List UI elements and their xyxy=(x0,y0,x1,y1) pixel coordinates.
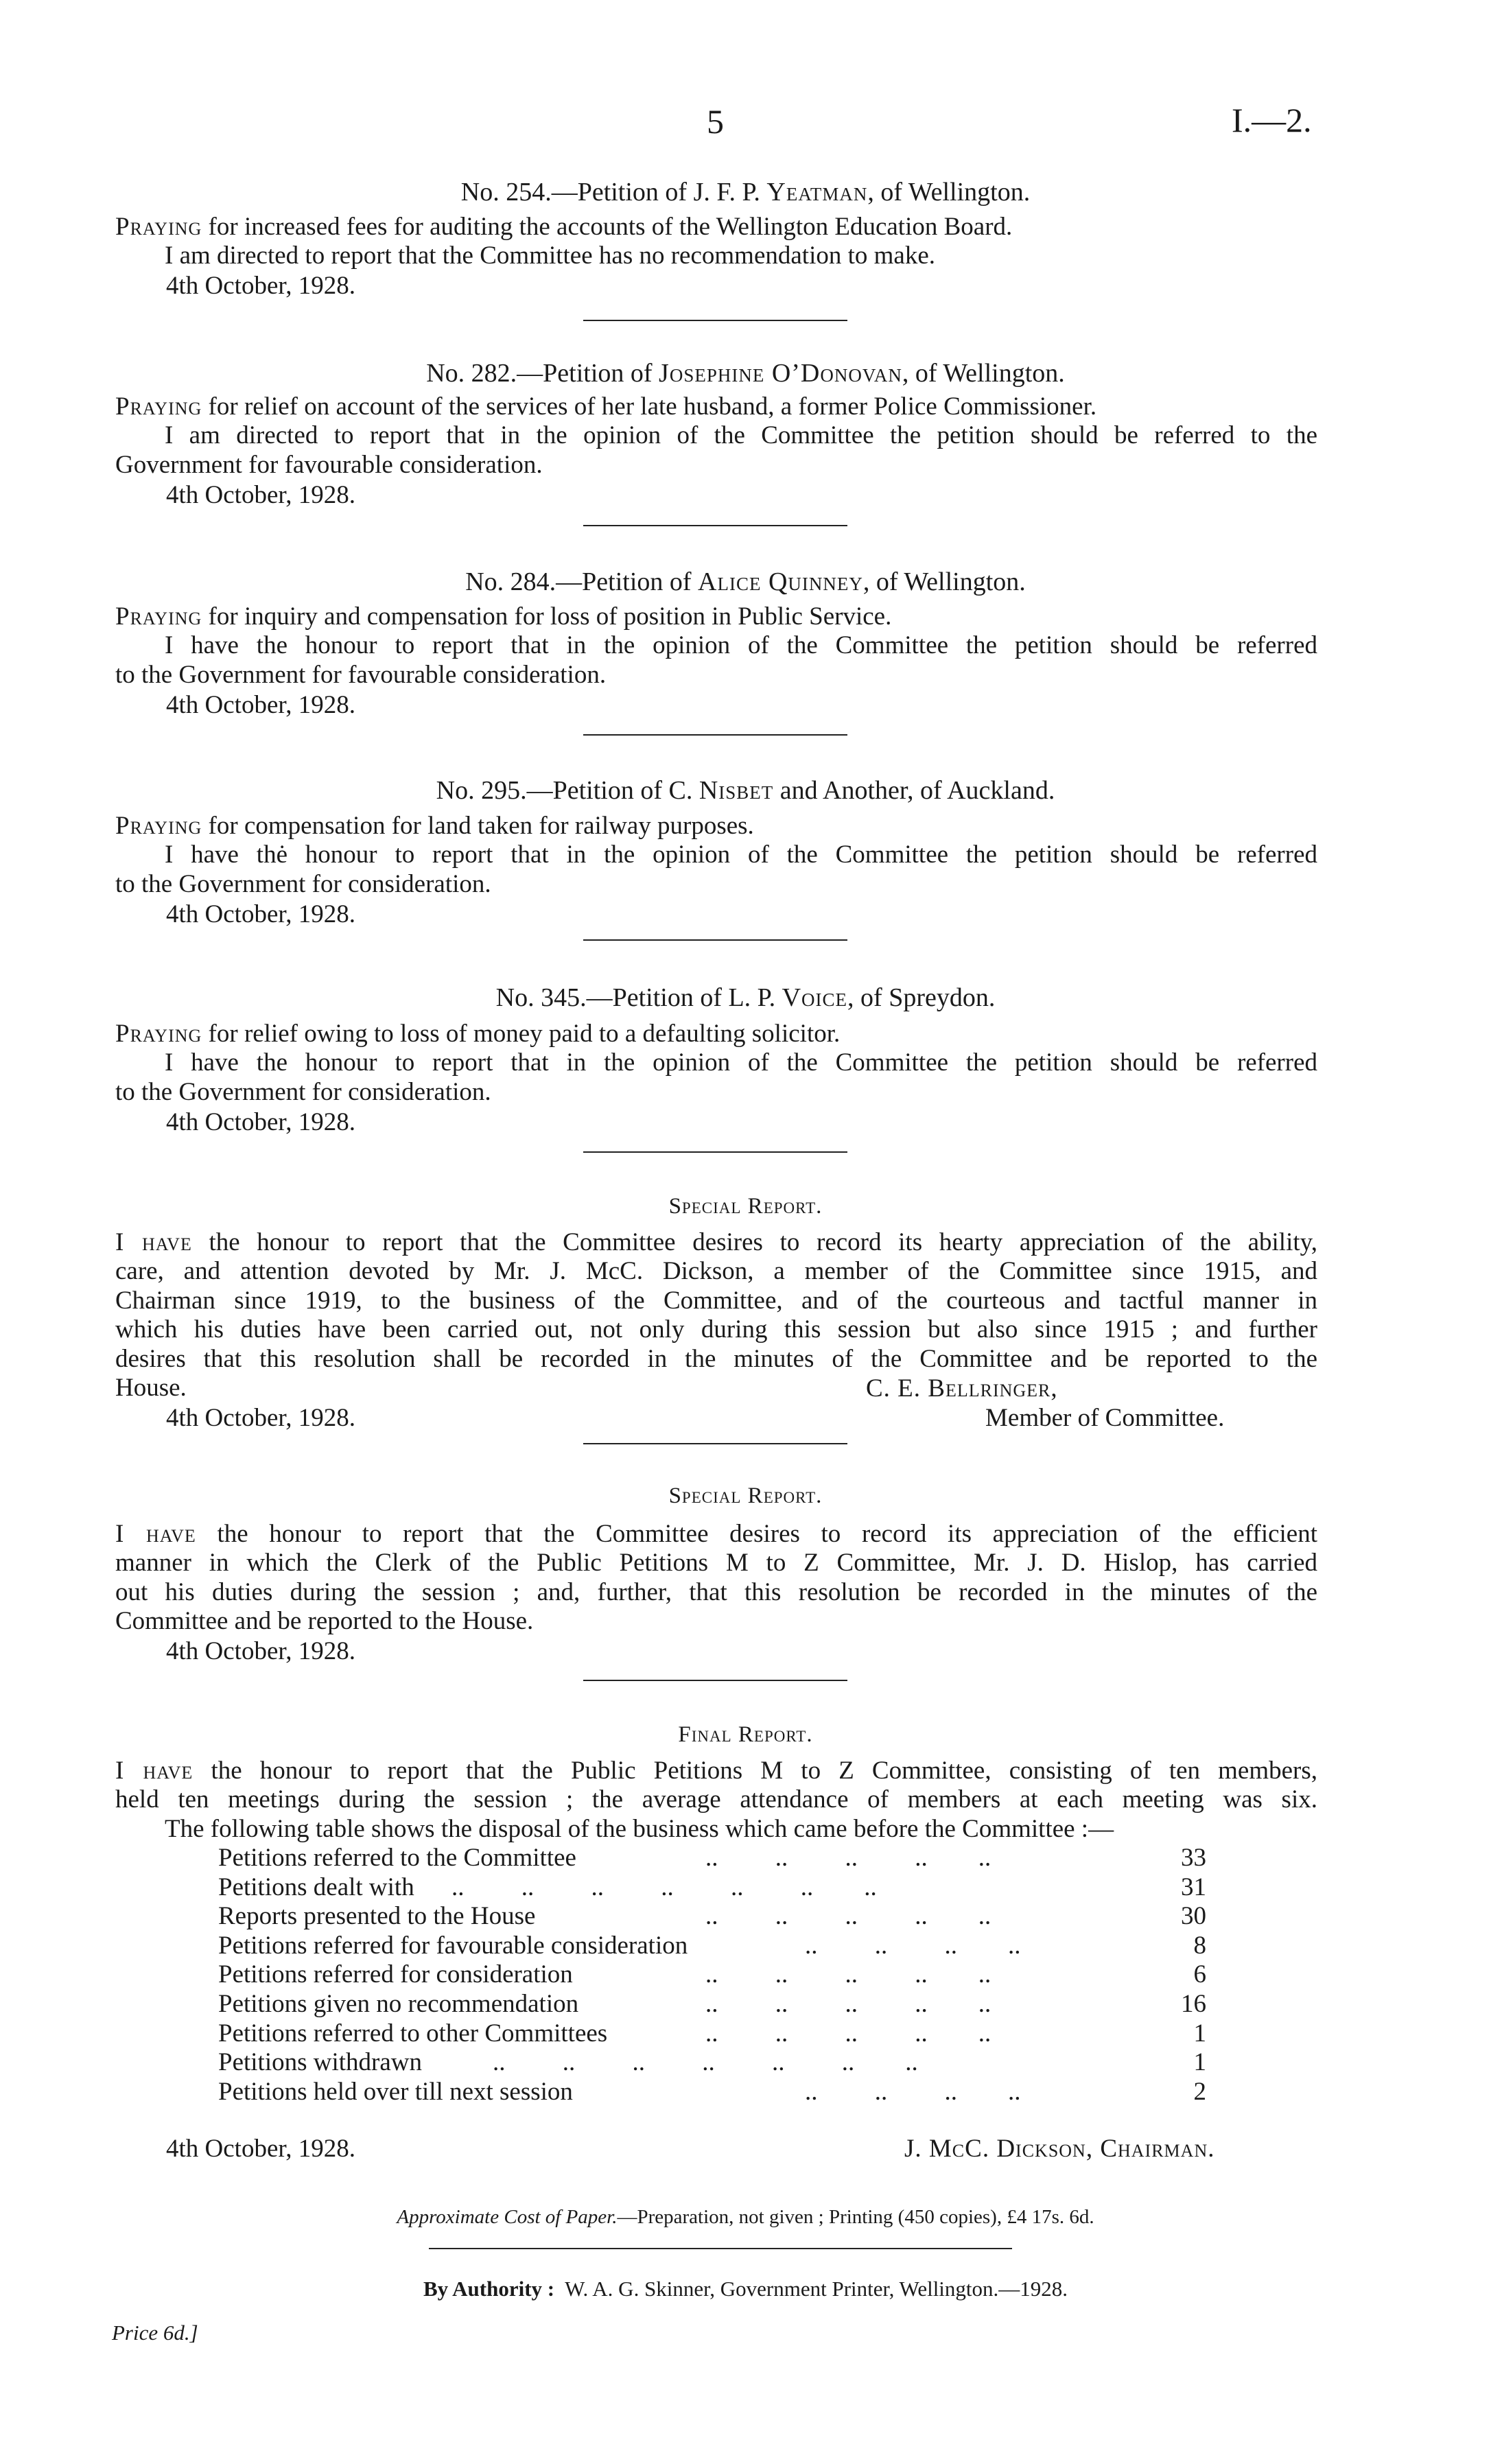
petition-heading: No. 254.—Petition of J. F. P. Yeatman, of Wellington. xyxy=(460,178,1031,207)
section-divider xyxy=(583,939,847,941)
section-divider xyxy=(583,734,847,736)
table-row: Petitions referred to the Committee .. .. .. .. .. 33 xyxy=(218,1844,1206,1872)
footer-divider xyxy=(429,2248,1012,2249)
report-body: I have the honour to report that the Public Petitions M to Z Committee, consisting of ten members, held ten meetings during the session ; the average attendance of members at each meeting was six. The following table shows the disposal of the business which came before the Committee :— xyxy=(115,1757,1318,1843)
chairman-signature: J. McC. Dickson, Chairman. xyxy=(904,2135,1215,2163)
table-row: Petitions dealt with .. .. .. .. .. .. .. 31 xyxy=(218,1873,1206,1901)
table-row: Petitions referred to other Committees .. .. .. .. .. 1 xyxy=(218,2019,1206,2048)
petition-heading: No. 345.—Petition of L. P. Voice, of Spreydon. xyxy=(495,983,996,1012)
page-number: 5 xyxy=(707,102,724,141)
report-date: 4th October, 1928. xyxy=(166,2135,355,2163)
petition-body: Praying for relief owing to loss of money paid to a defaulting solicitor. I have the honour to report that in the opinion of the Committee the petition should be referred to the Government for consideration. xyxy=(115,1020,1317,1106)
price: Price 6d.] xyxy=(112,2321,198,2345)
table-row: Petitions given no recommendation .. .. .. .. .. 16 xyxy=(218,1989,1206,2018)
section-title: Special Report. xyxy=(668,1194,823,1219)
section-divider xyxy=(583,1680,847,1681)
signatory-role: Member of Committee. xyxy=(985,1404,1225,1432)
petition-date: 4th October, 1928. xyxy=(166,691,355,719)
table-row: Petitions held over till next session .. .. .. .. 2 xyxy=(218,2077,1206,2106)
petition-body: Praying for relief on account of the services of her late husband, a former Police Commissioner. I am directed to report that in the opinion of the Committee the petition should be referred to the Government for favourable consideration. xyxy=(115,392,1317,479)
petition-body: Praying for compensation for land taken for railway purposes. I have thė honour to report that in the opinion of the Committee the petition should be referred to the Government for consideration. xyxy=(115,812,1317,898)
table-row: Petitions withdrawn .. .. .. .. .. .. .. 1 xyxy=(218,2048,1206,2077)
petition-heading: No. 282.—Petition of Josephine O’Donovan, of Wellington. xyxy=(426,359,1065,388)
petition-date: 4th October, 1928. xyxy=(166,1108,355,1136)
table-row: Petitions referred for consideration .. .. .. .. .. 6 xyxy=(218,1960,1206,1989)
report-body: I have the honour to report that the Committee desires to record its hearty appreciation of the ability, care, and attention devoted by Mr. J. McC. Dickson, a member of the Committee since 1915, and Chairman since 1919, to the business of the Committee, and of the courteous and tactful manner in which his duties have been carried out, not only during this session but also since 1915 ; and further desires that this resolution shall be recorded in the minutes of the Committee and be reported to the House. xyxy=(115,1228,1317,1403)
cost-note: Approximate Cost of Paper.—Preparation, not given ; Printing (450 copies), £4 17s. 6d. xyxy=(397,2206,1094,2228)
petition-date: 4th October, 1928. xyxy=(166,272,355,300)
petition-heading: No. 295.—Petition of C. Nisbet and Another, of Auckland. xyxy=(436,776,1055,805)
section-title: Final Report. xyxy=(678,1722,813,1747)
paper-reference: I.—2. xyxy=(1232,101,1312,139)
petition-body: Praying for increased fees for auditing the accounts of the Wellington Education Board. I am directed to report that the Committee has no recommendation to make. xyxy=(115,213,1013,270)
table-row: Petitions referred for favourable consideration .. .. .. .. 8 xyxy=(218,1931,1206,1960)
petition-heading: No. 284.—Petition of Alice Quinney, of Wellington. xyxy=(465,567,1026,596)
section-divider xyxy=(583,320,847,321)
petition-date: 4th October, 1928. xyxy=(166,481,355,509)
disposal-table xyxy=(218,1843,1206,2106)
section-divider xyxy=(583,525,847,526)
petition-body: Praying for inquiry and compensation for loss of position in Public Service. I have the honour to report that in the opinion of the Committee the petition should be referred to the Government for favourable consideration. xyxy=(115,602,1317,689)
signatory-name: C. E. Bellringer, xyxy=(866,1374,1058,1403)
section-divider xyxy=(583,1443,847,1444)
section-divider xyxy=(583,1151,847,1153)
petition-date: 4th October, 1928. xyxy=(166,900,355,928)
report-date: 4th October, 1928. xyxy=(166,1637,355,1665)
printer-line: By Authority : W. A. G. Skinner, Government Printer, Wellington.—1928. xyxy=(423,2277,1068,2301)
table-row: Reports presented to the House .. .. .. .. .. 30 xyxy=(218,1902,1206,1931)
report-body: I have the honour to report that the Committee desires to record its appreciation of the efficient manner in which the Clerk of the Public Petitions M to Z Committee, Mr. J. D. Hislop, has carried out his duties during the session ; and, further, that this resolution be recorded in the minutes of the Committee and be reported to the House. xyxy=(115,1520,1318,1636)
section-title: Special Report. xyxy=(668,1483,823,1508)
report-date: 4th October, 1928. xyxy=(166,1404,355,1432)
